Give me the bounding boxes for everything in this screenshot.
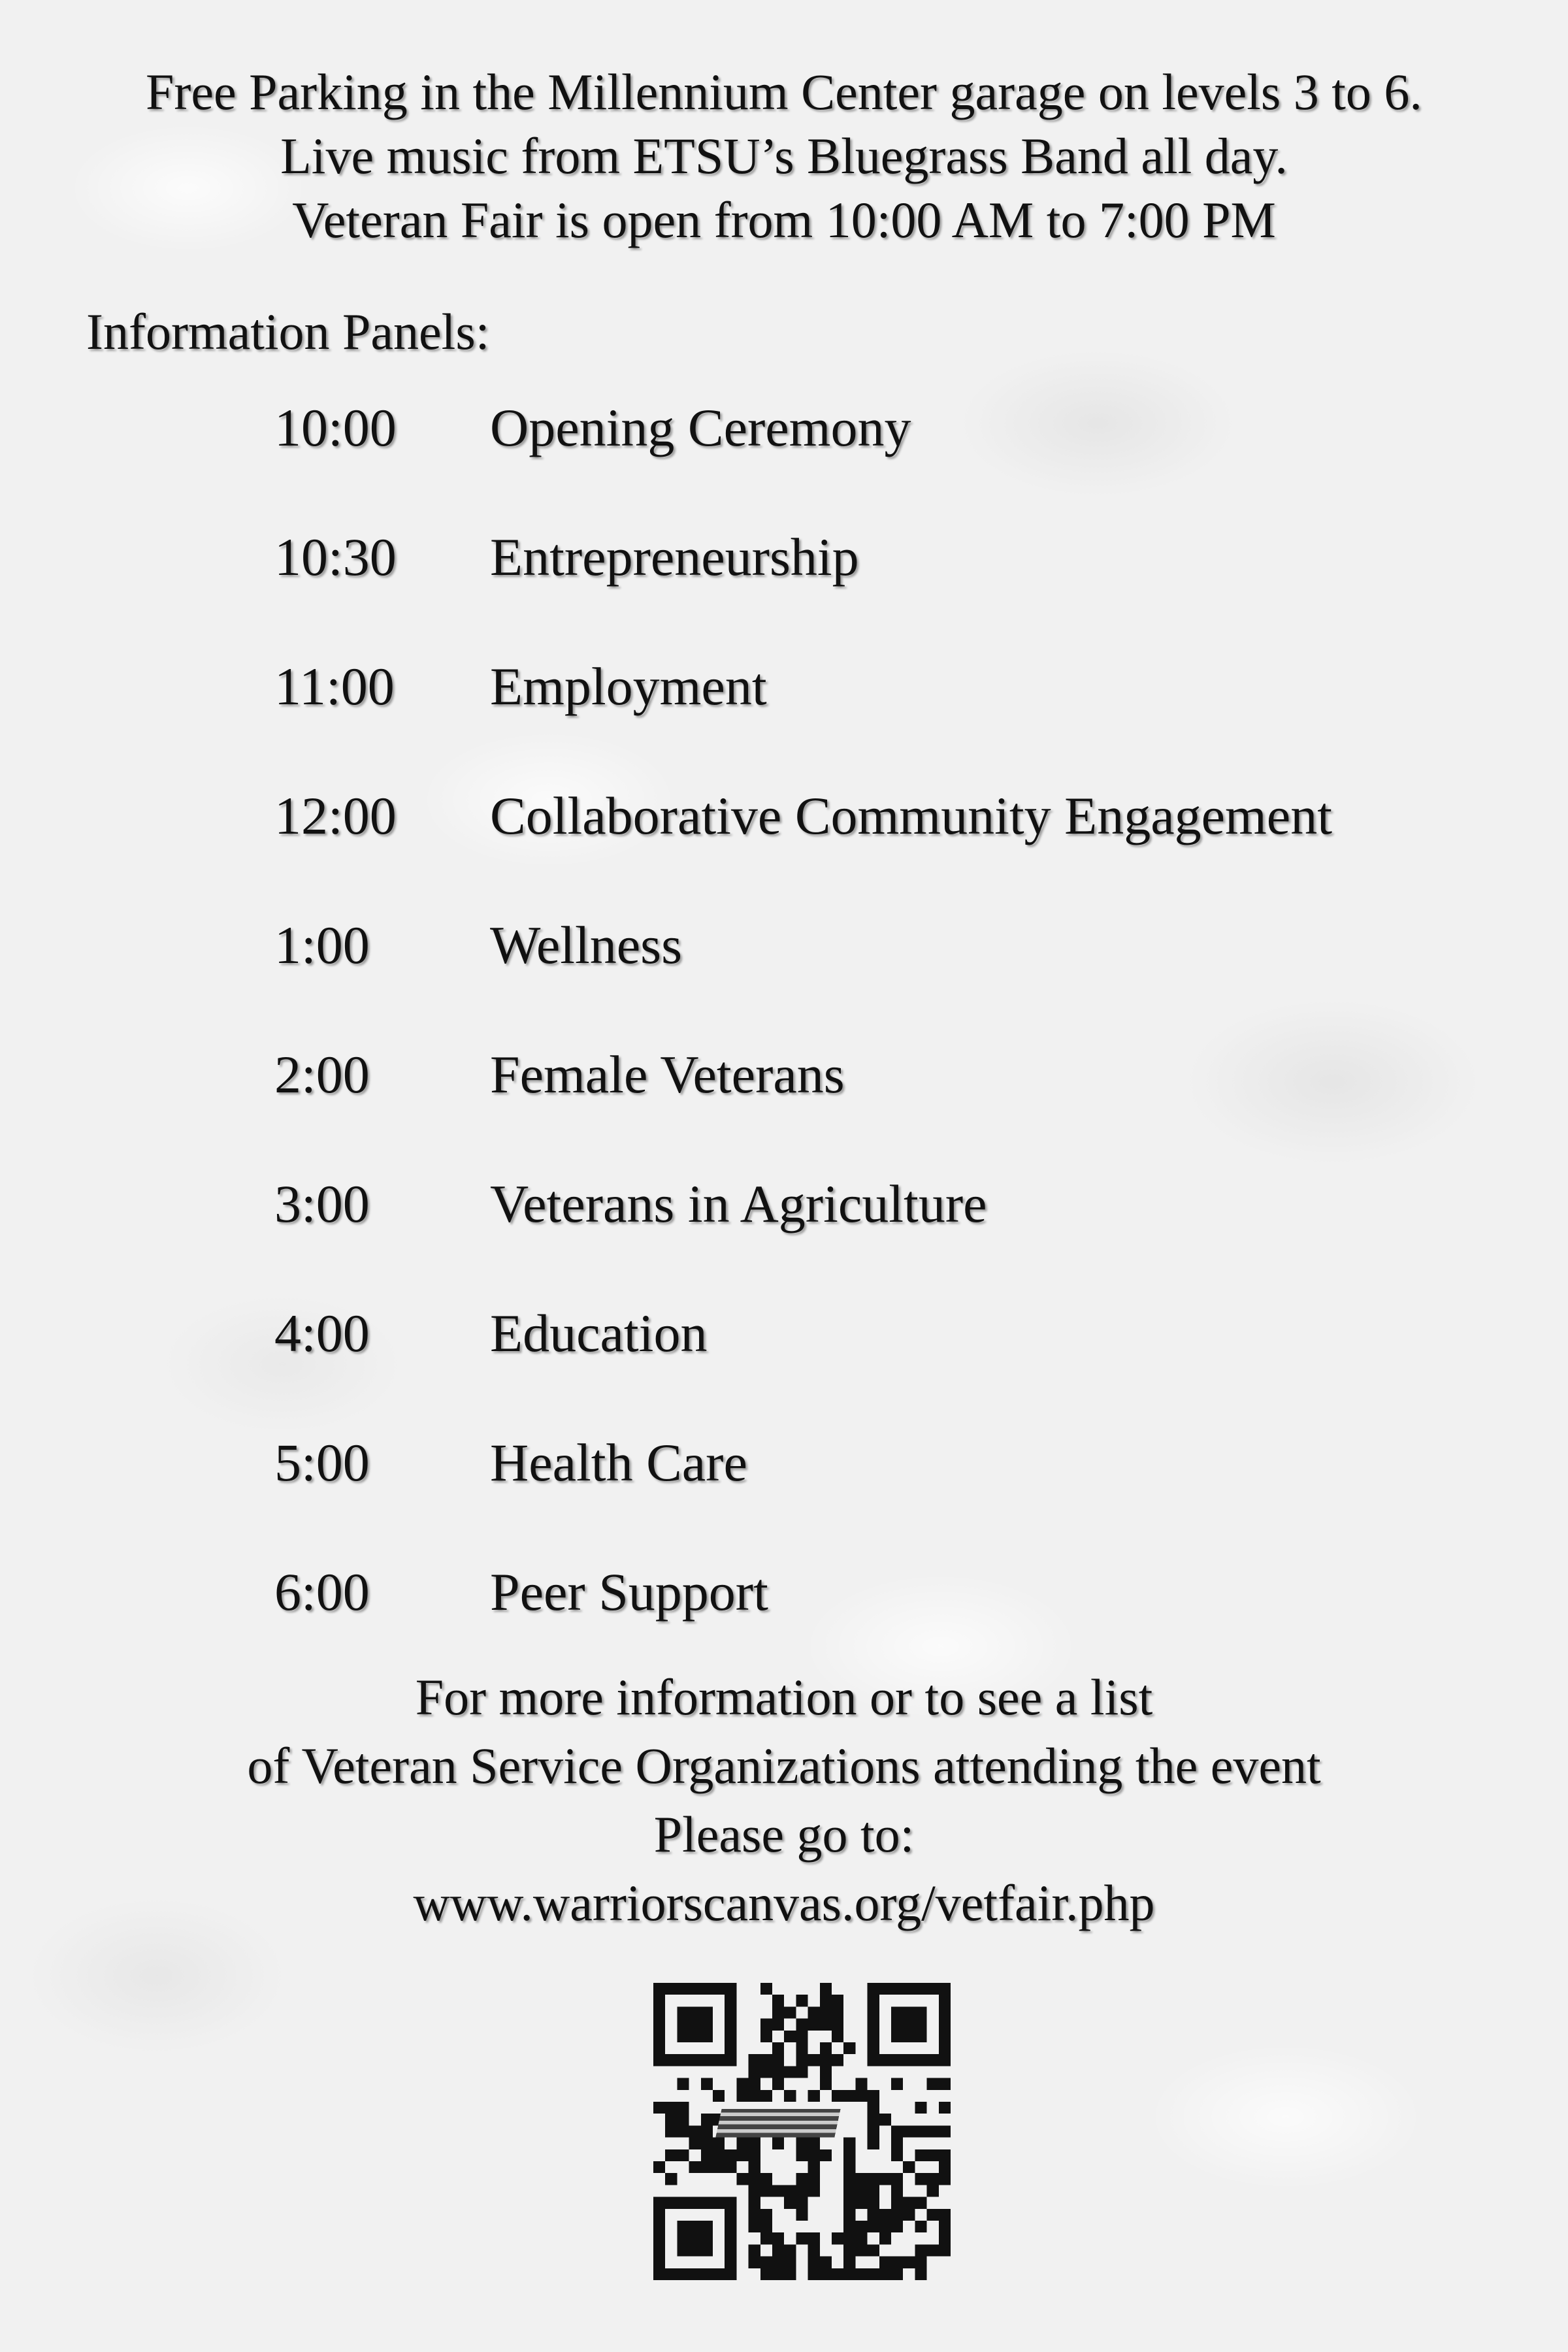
schedule-title: Entrepreneurship (490, 527, 859, 587)
schedule-title: Health Care (490, 1433, 747, 1492)
schedule-title: Education (490, 1303, 708, 1363)
schedule-title: Peer Support (490, 1562, 768, 1622)
schedule-title: Collaborative Community Engagement (490, 786, 1332, 845)
music-info: Live music from ETSU’s Bluegrass Band all day. (280, 127, 1288, 184)
flag-emblem-icon (715, 2109, 840, 2138)
header (0, 60, 1568, 252)
parking-info: Free Parking in the Millennium Center garage on levels 3 to 6. (146, 63, 1422, 120)
schedule-time: 4:00 (274, 1303, 370, 1363)
website-link[interactable]: www.warriorscanvas.org/vetfair.php (413, 1874, 1155, 1931)
schedule-time: 6:00 (274, 1562, 370, 1622)
footer (0, 1663, 1568, 1937)
schedule-time: 12:00 (274, 786, 397, 845)
qr-code[interactable] (653, 1983, 951, 2280)
schedule-time: 10:00 (274, 398, 397, 457)
organizations-line: of Veteran Service Organizations attending the event (247, 1737, 1321, 1794)
more-info-line: For more information or to see a list (415, 1669, 1153, 1725)
please-go-line: Please go to: (653, 1806, 915, 1863)
schedule-title: Female Veterans (490, 1045, 845, 1104)
schedule-time: 10:30 (274, 527, 397, 587)
schedule-time: 11:00 (274, 657, 395, 716)
schedule-time: 3:00 (274, 1174, 370, 1233)
schedule-title: Wellness (490, 915, 683, 975)
schedule-time: 2:00 (274, 1045, 370, 1104)
schedule-title: Veterans in Agriculture (490, 1174, 987, 1233)
schedule-time: 5:00 (274, 1433, 370, 1492)
schedule-time: 1:00 (274, 915, 370, 975)
panels-title: Information Panels: (86, 303, 490, 360)
schedule-title: Employment (490, 657, 767, 716)
schedule-title: Opening Ceremony (490, 398, 911, 457)
hours-info: Veteran Fair is open from 10:00 AM to 7:00 PM (292, 191, 1276, 248)
